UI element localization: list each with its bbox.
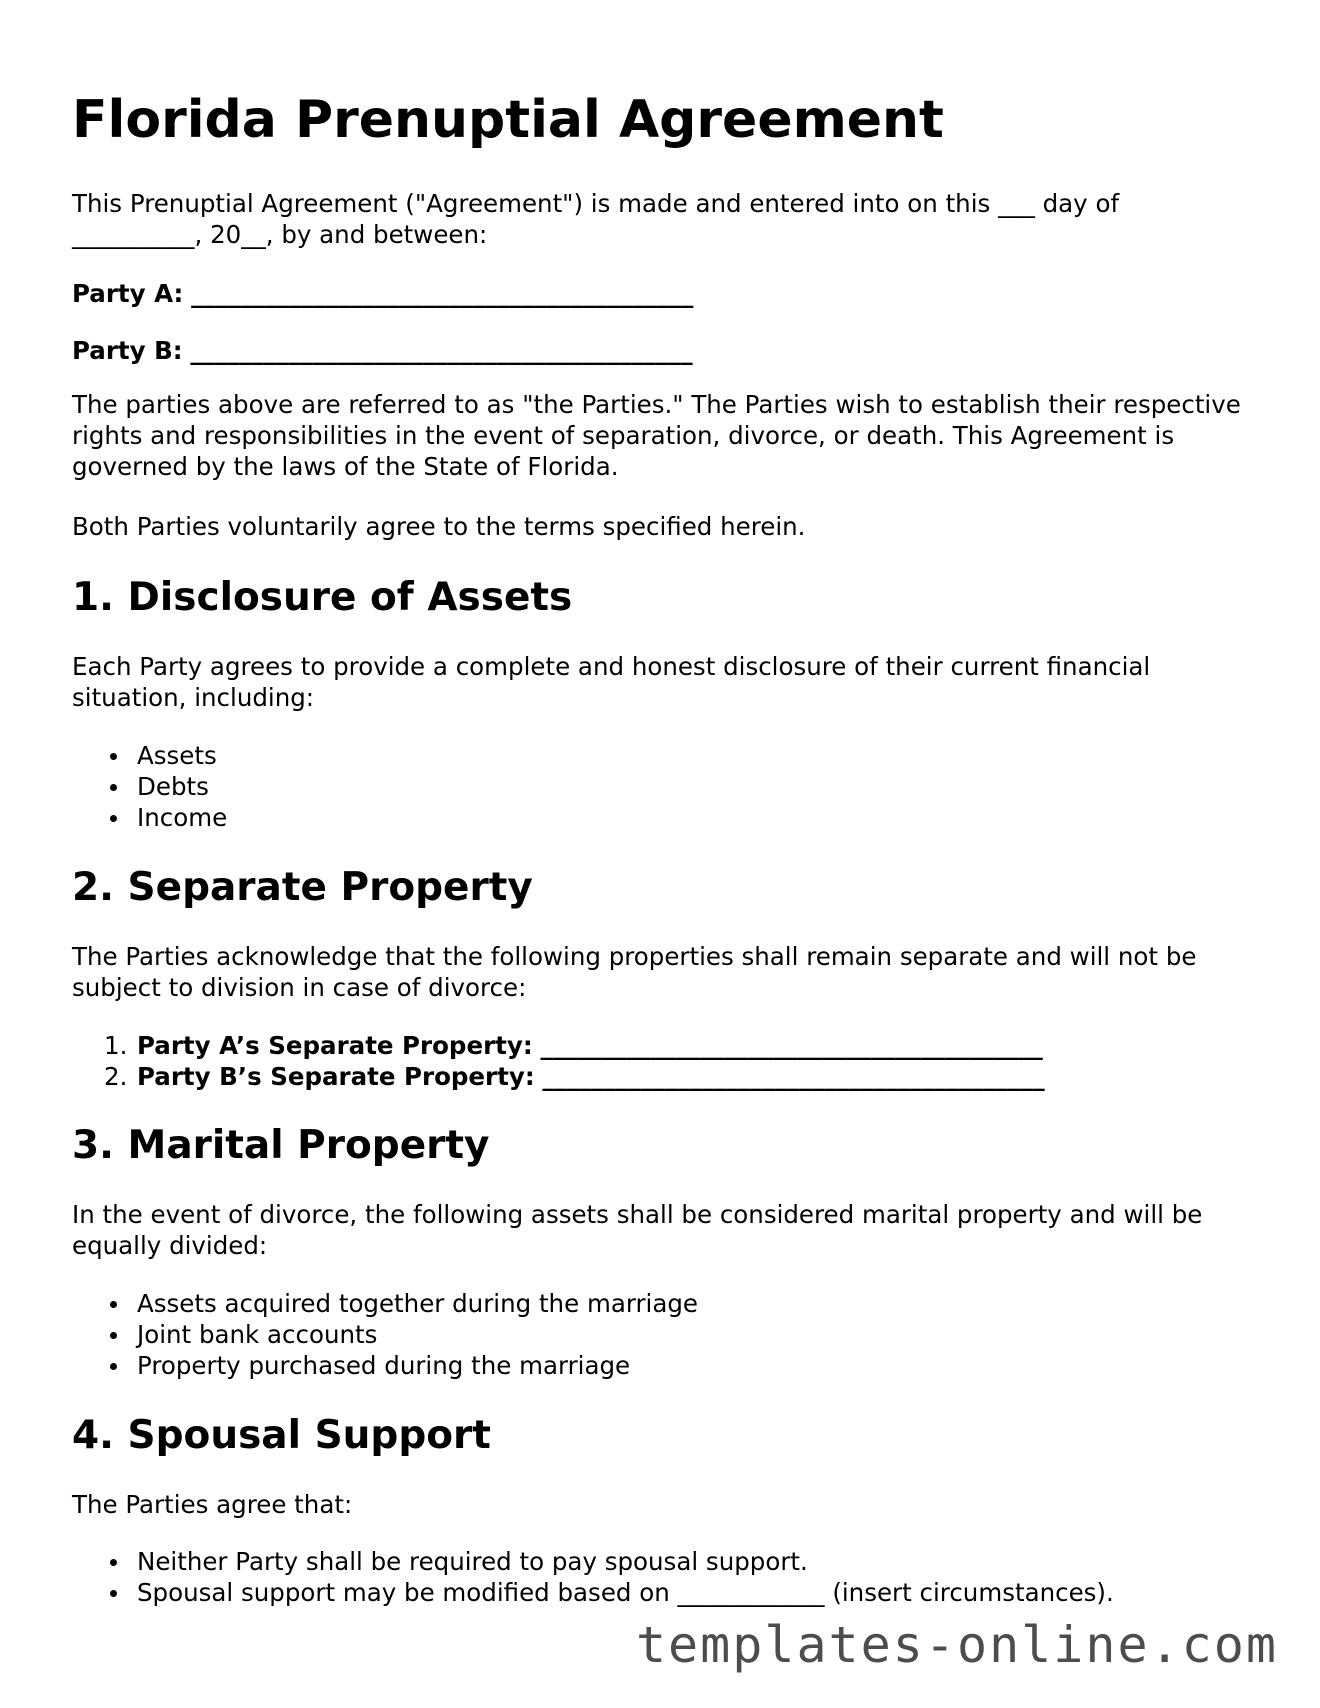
- list-item: Assets acquired together during the marriage: [72, 1288, 698, 1319]
- list-item: Income: [72, 802, 227, 833]
- separate-property-blank: _________________________________________: [542, 1062, 1045, 1091]
- party-a-label: Party A:: [72, 279, 184, 308]
- list-item: [72, 1030, 1045, 1061]
- section-3-heading: 3. Marital Property: [72, 1123, 490, 1168]
- section-2-list: [72, 1030, 1045, 1092]
- party-b-label: Party B:: [72, 336, 183, 365]
- party-a-line: [72, 278, 1252, 309]
- separate-property-label: Party A’s Separate Property:: [137, 1031, 533, 1060]
- section-1-heading: 1. Disclosure of Assets: [72, 575, 573, 620]
- separate-property-label: Party B’s Separate Property:: [137, 1062, 535, 1091]
- parties-paragraph: The parties above are referred to as "the Parties." The Parties wish to establish their respective rights and responsibilities in the event of separation, divorce, or death. This Agreement is governed by the laws of the State of Florida.: [72, 390, 1241, 481]
- list-item: [72, 1061, 1045, 1092]
- list-item: Spousal support may be modified based on ____________ (insert circumstances).: [72, 1577, 1114, 1608]
- section-3-list: [72, 1288, 698, 1381]
- list-number: 2.: [104, 1062, 128, 1091]
- list-number: 1.: [104, 1031, 128, 1060]
- section-1-list: [72, 740, 227, 833]
- section-2-body: The Parties acknowledge that the following properties shall remain separate and will not be subject to division in case of divorce:: [72, 942, 1197, 1002]
- section-4-list: [72, 1546, 1114, 1608]
- intro-paragraph: This Prenuptial Agreement ("Agreement") is made and entered into on this ___ day of __________, 20__, by and between:: [72, 189, 1120, 249]
- list-item: Property purchased during the marriage: [72, 1350, 698, 1381]
- party-a-blank: _________________________________________: [191, 279, 694, 308]
- section-2-heading: 2. Separate Property: [72, 865, 533, 910]
- document-title: Florida Prenuptial Agreement: [72, 90, 944, 150]
- watermark: templates-online.com: [635, 1616, 1278, 1674]
- section-1-body: Each Party agrees to provide a complete and honest disclosure of their current financial situation, including:: [72, 652, 1151, 712]
- voluntary-paragraph: Both Parties voluntarily agree to the terms specified herein.: [72, 512, 806, 541]
- separate-property-blank: _________________________________________: [540, 1031, 1043, 1060]
- list-item: Joint bank accounts: [72, 1319, 698, 1350]
- section-3-body: In the event of divorce, the following assets shall be considered marital property and will be equally divided:: [72, 1200, 1203, 1260]
- list-item: Neither Party shall be required to pay spousal support.: [72, 1546, 1114, 1577]
- section-4-body: The Parties agree that:: [72, 1490, 353, 1519]
- party-b-blank: _________________________________________: [190, 336, 693, 365]
- party-b-line: [72, 335, 1252, 366]
- section-4-heading: 4. Spousal Support: [72, 1413, 491, 1458]
- list-item: Assets: [72, 740, 227, 771]
- list-item: Debts: [72, 771, 227, 802]
